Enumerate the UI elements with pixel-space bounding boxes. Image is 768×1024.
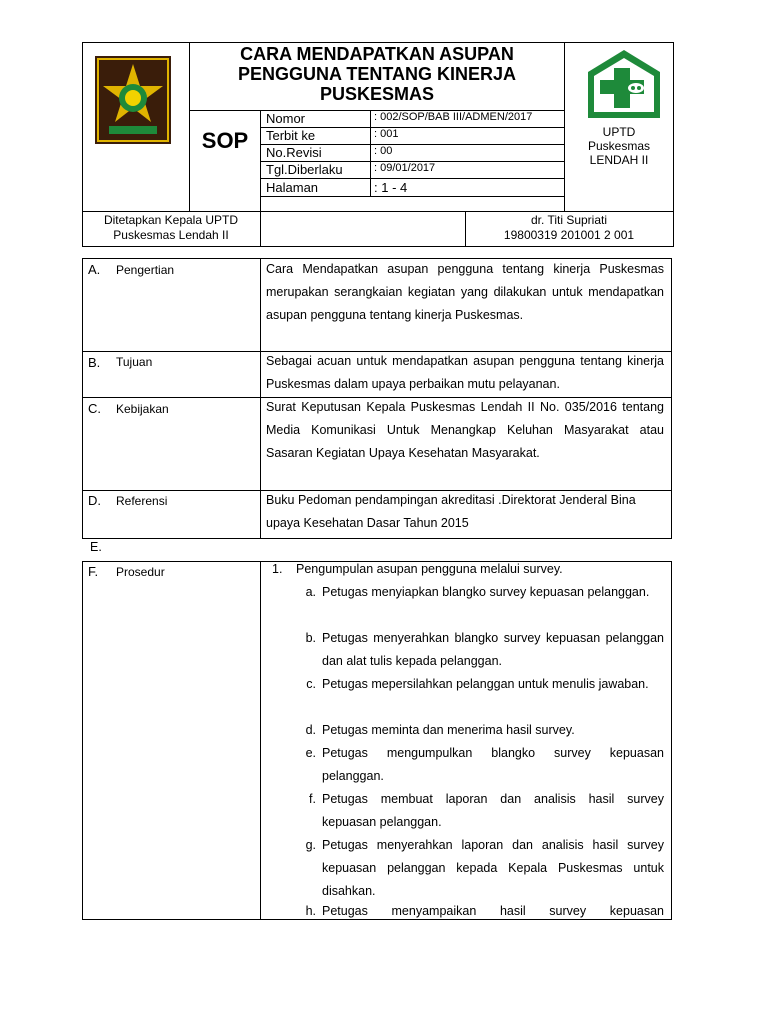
procedure-subitem-key: b. (305, 631, 316, 645)
org-line: Puskesmas (587, 139, 651, 153)
procedure-subitem-text: Petugas menyiapkan blangko survey kepuasan pelanggan. (322, 585, 650, 599)
meta-label-tgl: Tgl.Diberlaku (266, 162, 343, 177)
section-letter: C. (88, 401, 101, 416)
procedure-subitem-text: Petugas mengumpulkan blangko survey kepuasan pelanggan. (322, 746, 664, 783)
section-text-pengertian: Cara Mendapatkan asupan pengguna tentang kinerja Puskesmas merupakan serangkaian kegiatan yang dilakukan untuk mendapatkan asupan pengguna tentang kinerja Puskesmas. (266, 262, 664, 322)
meta-value-tgl: : 09/01/2017 (374, 162, 436, 174)
procedure-subitem-text: Petugas menyerahkan laporan dan analisis hasil survey kepuasan pelanggan kepada Kepala Puskesmas untuk disahkan. (322, 838, 664, 898)
regency-emblem-logo (95, 56, 171, 144)
procedure-item-text: Pengumpulan asupan pengguna melalui survey. (296, 562, 563, 576)
org-line: LENDAH II (589, 153, 649, 167)
section-letter-e: E. (90, 540, 102, 554)
sop-label: SOP (201, 128, 249, 153)
meta-label-revisi: No.Revisi (266, 145, 322, 160)
meta-col-divider (370, 110, 371, 196)
signature-nip: 19800319 201001 2 001 (503, 228, 635, 242)
document-title: CARA MENDAPATKAN ASUPAN PENGGUNA TENTANG KINERJA PUSKESMAS (237, 44, 516, 104)
signature-divider-left (260, 212, 261, 247)
meta-value-halaman: : 1 - 4 (374, 180, 408, 195)
section-text-kebijakan: Surat Keputusan Kepala Puskesmas Lendah II No. 035/2016 tentang Media Komunikasi Untuk Menangkap Keluhan Masyarakat atau Sasaran Kegiatan Upaya Kesehatan Masyarakat. (266, 400, 664, 460)
procedure-subitem-text: Petugas membuat laporan dan analisis hasil survey kepuasan pelanggan. (322, 792, 664, 829)
meta-value-terbit: : 001 (374, 128, 399, 140)
section-label-pengertian: Pengertian (116, 263, 175, 277)
signature-name: dr. Titi Supriati (530, 213, 608, 227)
signature-right (466, 213, 672, 243)
section-letter: B. (88, 355, 101, 370)
organization-name (566, 125, 672, 167)
section-label-kebijakan: Kebijakan (116, 402, 169, 416)
section-text-referensi: Buku Pedoman pendampingan akreditasi .Direktorat Jenderal Bina upaya Kesehatan Dasar Tahun 2015 (266, 493, 636, 530)
meta-label-halaman: Halaman (266, 180, 319, 195)
procedure-subitem-key: g. (305, 838, 316, 852)
signature-left (84, 213, 258, 243)
sections-col-divider (260, 258, 261, 539)
procedure-subitem-key: h. (305, 904, 316, 918)
puskesmas-logo (584, 48, 664, 120)
section-label-referensi: Referensi (116, 494, 168, 508)
section-letter: F. (88, 564, 99, 579)
procedure-subitem-text: Petugas menyerahkan blangko survey kepuasan pelanggan dan alat tulis kepada pelanggan. (322, 631, 664, 668)
section-label-tujuan: Tujuan (116, 355, 153, 369)
procedure-subitem-key: a. (305, 585, 316, 599)
procedure-subitem-key: c. (306, 677, 316, 691)
signature-left-line: Ditetapkan Kepala UPTD (103, 213, 239, 227)
org-line: UPTD (602, 125, 636, 139)
meta-label-nomor: Nomor (266, 111, 306, 126)
section-letter: A. (88, 262, 101, 277)
prosedur-col-divider (260, 561, 261, 920)
procedure-subitem-key: f. (309, 792, 316, 806)
procedure-subitem-key: e. (305, 746, 316, 760)
meta-row-line (260, 178, 565, 179)
procedure-subitem-key: d. (305, 723, 316, 737)
section-label-prosedur: Prosedur (116, 565, 165, 579)
meta-row-line (260, 196, 565, 197)
procedure-subitem-text: Petugas menyampaikan hasil survey kepuasan (322, 904, 664, 918)
signature-left-line: Puskesmas Lendah II (113, 228, 229, 242)
meta-value-nomor: : 002/SOP/BAB III/ADMEN/2017 (374, 111, 533, 123)
procedure-subitem-text: Petugas meminta dan menerima hasil survey. (322, 723, 575, 737)
section-letter: D. (88, 493, 101, 508)
section-text-tujuan: Sebagai acuan untuk mendapatkan asupan pengguna tentang kinerja Puskesmas dalam upaya perbaikan mutu pelayanan. (266, 354, 664, 391)
meta-label-terbit: Terbit ke (266, 128, 316, 143)
procedure-item-number: 1. (272, 562, 283, 576)
meta-value-revisi: : 00 (374, 145, 393, 157)
procedure-subitem-text: Petugas mepersilahkan pelanggan untuk menulis jawaban. (322, 677, 649, 691)
